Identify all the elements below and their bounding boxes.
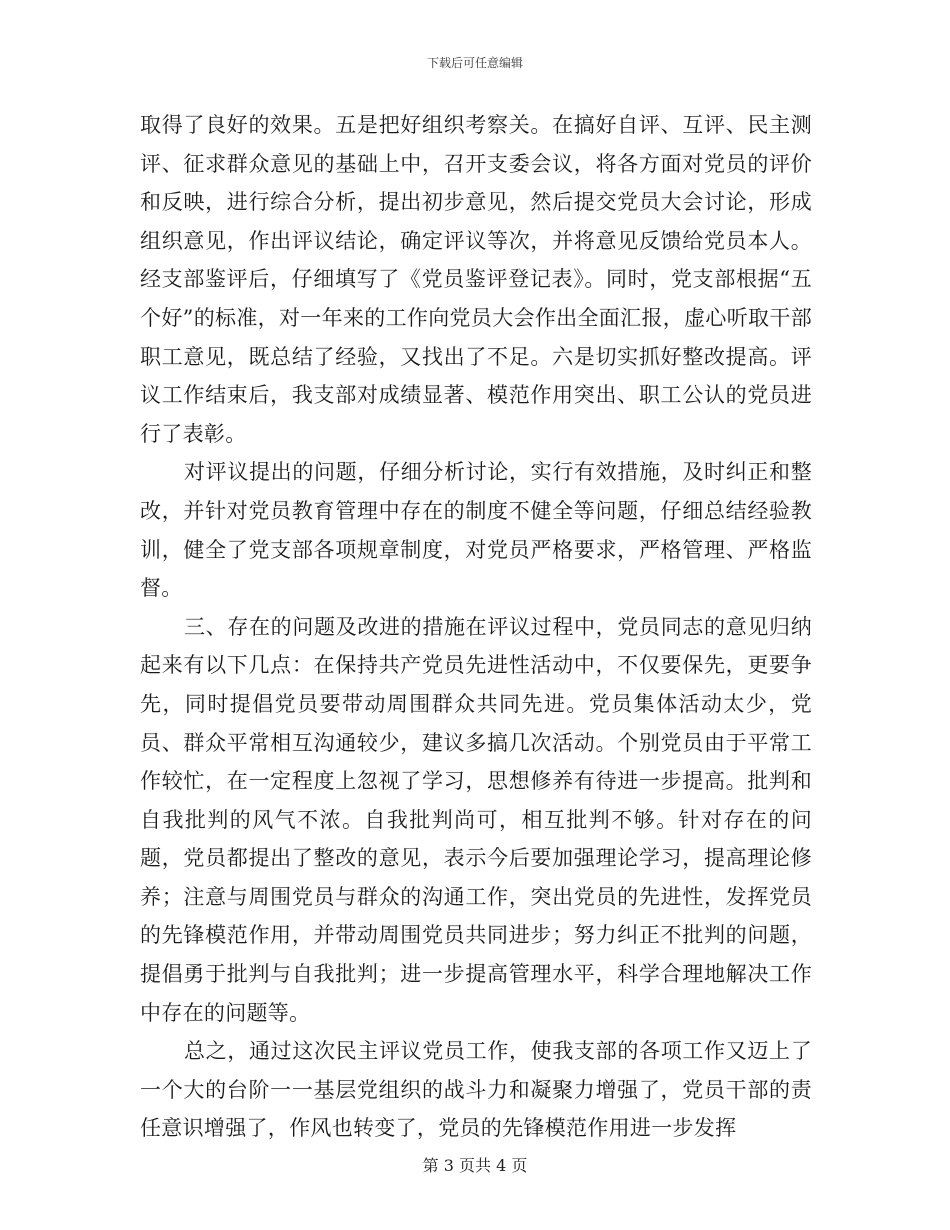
- document-body: [140, 106, 812, 1148]
- paragraph-2: 对评议提出的问题，仔细分析讨论，实行有效措施，及时纠正和整改，并针对党员教育管理中存在的制度不健全等问题，仔细总结经验教训，健全了党支部各项规章制度，对党员严格要求，严格管理、严格监督。: [140, 460, 812, 601]
- page-number-footer: 第 3 页共 4 页: [422, 1156, 528, 1175]
- paragraph-4: 总之，通过这次民主评议党员工作，使我支部的各项工作又迈上了一个大的台阶一一基层党组织的战斗力和凝聚力增强了，党员干部的责任意识增强了，作风也转变了，党员的先锋模范作用进一步发挥: [140, 1039, 812, 1141]
- paragraph-3: 三、存在的问题及改进的措施在评议过程中，党员同志的意见归纳起来有以下几点：在保持共产党员先进性活动中，不仅要保先，更要争先，同时提倡党员要带动周围群众共同先进。党员集体活动太少，党员、群众平常相互沟通较少，建议多搞几次活动。个别党员由于平常工作较忙，在一定程度上忽视了学习，思想修养有待进一步提高。批判和自我批判的风气不浓。自我批判尚可，相互批判不够。针对存在的问题，党员都提出了整改的意见，表示今后要加强理论学习，提高理论修养；注意与周围党员与群众的沟通工作，突出党员的先进性，发挥党员的先锋模范作用，并带动周围党员共同进步；努力纠正不批判的问题，提倡勇于批判与自我批判；进一步提高管理水平，科学合理地解决工作中存在的问题等。: [140, 614, 812, 1025]
- page-header: 下载后可任意编辑: [426, 56, 523, 70]
- paragraph-1: 取得了良好的效果。五是把好组织考察关。在搞好自评、互评、民主测评、征求群众意见的基础上中，召开支委会议，将各方面对党员的评价和反映，进行综合分析，提出初步意见，然后提交党员大会讨论，形成组织意见，作出评议结论，确定评议等次，并将意见反馈给党员本人。经支部鉴评后，仔细填写了《党员鉴评登记表》。同时，党支部根据“五个好”的标准，对一年来的工作向党员大会作出全面汇报，虚心听取干部职工意见，既总结了经验，又找出了不足。六是切实抓好整改提高。评议工作结束后，我支部对成绩显著、模范作用突出、职工公认的党员进行了表彰。: [140, 113, 812, 446]
